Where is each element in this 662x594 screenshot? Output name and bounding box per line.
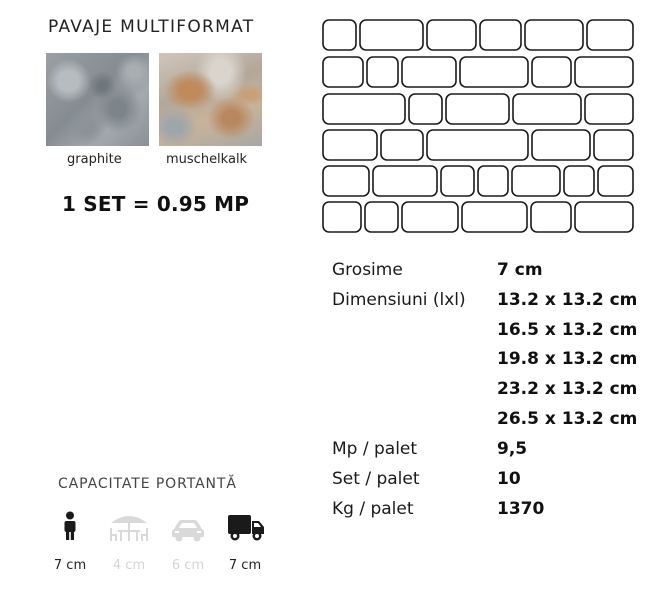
- paver-block: [402, 202, 458, 232]
- paver-block: [427, 130, 528, 160]
- truck-icon: [227, 514, 265, 542]
- paver-block: [462, 202, 527, 232]
- terrace-table-icon: [108, 511, 150, 543]
- set-coverage: 1 SET = 0.95 MP: [62, 192, 250, 216]
- paver-block: [373, 166, 437, 196]
- paver-block: [594, 130, 633, 160]
- capacity-value-terrace: 4 cm: [112, 558, 146, 573]
- paver-block: [480, 20, 521, 50]
- car-icon: [170, 518, 206, 542]
- spec-value-set-palet: 10: [497, 469, 521, 489]
- paver-block: [427, 20, 476, 50]
- capacity-value-car: 6 cm: [171, 558, 205, 573]
- paver-block: [381, 130, 423, 160]
- paver-block: [513, 94, 581, 124]
- paver-block: [323, 57, 363, 87]
- swatch-graphite: [46, 53, 149, 146]
- capacity-value-truck: 7 cm: [228, 558, 262, 573]
- paver-block: [532, 57, 571, 87]
- laying-pattern-diagram: [321, 18, 637, 236]
- paver-block: [598, 166, 633, 196]
- spec-value-dimensiune: 13.2 x 13.2 cm: [497, 290, 638, 310]
- capacity-title: CAPACITATE PORTANTĂ: [58, 476, 237, 492]
- spec-value-dimensiune: 26.5 x 13.2 cm: [497, 409, 638, 429]
- paver-block: [575, 202, 633, 232]
- pedestrian-icon: [62, 511, 78, 541]
- paver-block: [460, 57, 528, 87]
- paver-block: [323, 166, 369, 196]
- paver-block: [478, 166, 508, 196]
- paver-block: [525, 20, 583, 50]
- paver-block: [360, 20, 423, 50]
- spec-value-dimensiune: 23.2 x 13.2 cm: [497, 379, 638, 399]
- paver-block: [323, 202, 361, 232]
- paver-block: [587, 20, 633, 50]
- swatch-label-graphite: graphite: [67, 152, 122, 167]
- spec-value-dimensiune: 19.8 x 13.2 cm: [497, 349, 638, 369]
- spec-label-mp-palet: Mp / palet: [332, 439, 418, 459]
- paver-block: [402, 57, 456, 87]
- swatch-muschelkalk: [159, 53, 262, 146]
- paver-block: [532, 130, 590, 160]
- paver-block: [446, 94, 509, 124]
- paver-block: [365, 202, 398, 232]
- spec-value-mp-palet: 9,5: [497, 439, 528, 459]
- paver-block: [367, 57, 398, 87]
- spec-label-dimensiuni: Dimensiuni (lxl): [332, 290, 466, 310]
- spec-value-grosime: 7 cm: [497, 260, 543, 280]
- paver-block: [585, 94, 633, 124]
- paver-block: [409, 94, 442, 124]
- capacity-value-pedestrian: 7 cm: [53, 558, 87, 573]
- paver-block: [531, 202, 571, 232]
- spec-label-kg-palet: Kg / palet: [332, 499, 414, 519]
- paver-block: [564, 166, 594, 196]
- spec-value-kg-palet: 1370: [497, 499, 545, 519]
- paver-block: [323, 94, 405, 124]
- paver-block: [512, 166, 560, 196]
- spec-label-set-palet: Set / palet: [332, 469, 420, 489]
- paver-block: [323, 20, 356, 50]
- swatch-label-muschelkalk: muschelkalk: [166, 152, 248, 167]
- product-title: PAVAJE MULTIFORMAT: [48, 17, 255, 37]
- paver-block: [441, 166, 474, 196]
- spec-value-dimensiune: 16.5 x 13.2 cm: [497, 320, 638, 340]
- spec-label-grosime: Grosime: [332, 260, 403, 280]
- paver-block: [323, 130, 377, 160]
- paver-block: [575, 57, 633, 87]
